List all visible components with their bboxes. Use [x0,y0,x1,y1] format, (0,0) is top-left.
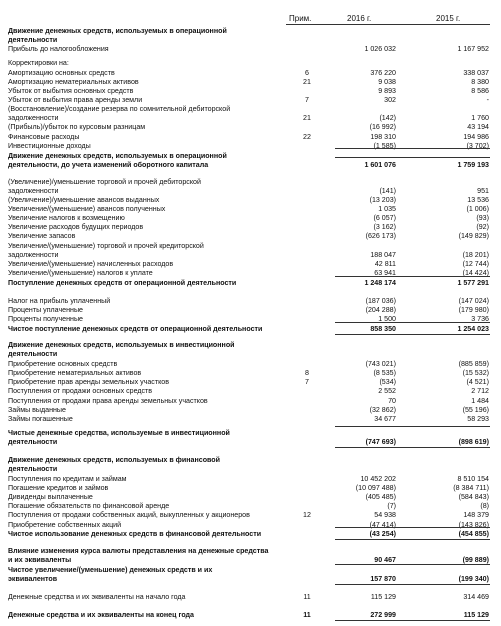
row-label: Поступления от продажи основных средств [8,387,153,395]
row-label: Дивиденды выплаченные [8,493,93,501]
row-value-2016: (10 097 488) [355,484,396,492]
row-label: (Восстановление)/создание резерва по сомнительной дебиторской [8,105,231,113]
row-label: Проценты уплаченные [8,306,83,314]
table-row [0,350,501,359]
row-label: Движение денежных средств, используемых в операционной [8,27,227,35]
row-value-2015: 8 510 154 [457,475,489,483]
row-label: задолженности [8,187,59,195]
table-row [0,387,501,396]
row-note: 7 [305,96,309,104]
table-row [0,611,501,620]
total-rule [335,157,490,158]
table-row [0,465,501,474]
table-row [0,114,501,123]
row-value-2015: 3 736 [471,315,489,323]
row-note: 11 [303,593,311,601]
header-2016: 2016 г. [347,14,372,23]
row-value-2015: (3 702) [466,142,489,150]
row-value-2015: 194 986 [463,133,489,141]
table-row [0,429,501,438]
table-row [0,456,501,465]
row-label: Увеличение/(уменьшение) начисленных расходов [8,260,174,268]
row-note: 12 [303,511,311,519]
row-label: Увеличение запасов [8,232,76,240]
total-rule [335,564,490,565]
row-value-2015: (55 196) [462,406,489,414]
row-value-2016: (43 254) [369,530,396,538]
row-label: Приобретение нематериальных активов [8,369,142,377]
row-label: Увеличение налогов к возмещению [8,214,125,222]
table-row [0,397,501,406]
row-value-2016: (47 414) [369,521,396,529]
table-row [0,406,501,415]
row-value-2016: (13 203) [369,196,396,204]
table-row [0,214,501,223]
row-value-2015: 58 293 [467,415,489,423]
row-label: Денежные средства и их эквиваленты на начало года [8,593,186,601]
row-value-2015: (584 843) [458,493,489,501]
row-value-2016: 9 038 [378,78,396,86]
row-label: Влияние изменения курса валюты представления на денежные средства [8,547,269,555]
row-label: задолженности [8,251,59,259]
row-note: 22 [303,133,311,141]
row-value-2015: 314 469 [463,593,489,601]
table-row [0,196,501,205]
row-value-2015: (4 521) [466,378,489,386]
row-label: Поступление денежных средств от операционной деятельности [8,279,237,287]
row-value-2015: (143 826) [458,521,489,529]
row-value-2016: 1 248 174 [364,279,396,287]
table-row [0,133,501,142]
row-value-2015: (885 859) [458,360,489,368]
row-value-2016: 1 026 032 [364,45,396,53]
row-value-2016: (187 036) [365,297,396,305]
row-label: Проценты полученные [8,315,83,323]
table-row [0,530,501,539]
row-value-2016: (1 585) [373,142,396,150]
table-row [0,223,501,232]
row-value-2016: (32 862) [369,406,396,414]
row-value-2016: 858 350 [370,325,396,333]
row-value-2016: (16 992) [369,123,396,131]
row-note: 7 [305,378,309,386]
row-label: Увеличение расходов будущих периодов [8,223,144,231]
row-value-2015: 1 577 291 [457,279,489,287]
row-label: Поступления от продажи права аренды земельных участков [8,397,208,405]
row-value-2015: (1 006) [466,205,489,213]
table-row [0,475,501,484]
row-label: Убыток от выбытия основных средств [8,87,134,95]
row-value-2016: (7) [387,502,396,510]
row-value-2015: (92) [476,223,489,231]
row-label: Увеличение/(уменьшение) налогов к уплате [8,269,153,277]
row-value-2015: 2 712 [471,387,489,395]
row-value-2016: (142) [379,114,396,122]
table-row [0,325,501,334]
row-value-2015: (147 024) [458,297,489,305]
row-value-2016: 198 310 [370,133,396,141]
row-value-2015: 1 167 952 [457,45,489,53]
row-value-2015: 115 129 [463,611,489,619]
row-value-2015: 148 379 [463,511,489,519]
row-value-2016: 188 047 [370,251,396,259]
row-label: и их эквиваленты [8,556,72,564]
row-value-2015: (18 201) [462,251,489,259]
row-value-2016: (8 535) [373,369,396,377]
row-label: Амортизацию нематериальных активов [8,78,139,86]
row-label: эквивалентов [8,575,58,583]
row-label: (Увеличение)/уменьшение торговой и прочей дебиторской [8,178,201,186]
row-label: Амортизацию основных средств [8,69,115,77]
row-label: Поступления по кредитам и займам [8,475,127,483]
row-label: Погашение обязательств по финансовой аренде [8,502,170,510]
row-note: 21 [303,114,311,122]
row-value-2016: (3 162) [373,223,396,231]
row-value-2015: 1 254 023 [457,325,489,333]
table-row [0,96,501,105]
header-divider [286,24,490,25]
table-row [0,205,501,214]
row-note: 21 [303,78,311,86]
total-rule [335,148,490,149]
row-value-2016: 10 452 202 [360,475,396,483]
row-value-2015: (14 424) [462,269,489,277]
row-label: Чистое использование денежных средств в финансовой деятельности [8,530,262,538]
row-label: Инвестиционные доходы [8,142,91,150]
row-label: Движение денежных средств, используемых в финансовой [8,456,220,464]
table-row [0,415,501,424]
row-value-2016: 42 811 [374,260,396,268]
table-row [0,378,501,387]
row-value-2016: 34 677 [374,415,396,423]
row-value-2016: 63 941 [374,269,396,277]
row-value-2016: 302 [384,96,396,104]
row-label: Чистое поступление денежных средств от операционной деятельности [8,325,263,333]
row-value-2015: 1 759 193 [457,161,489,169]
table-row [0,493,501,502]
table-row [0,45,501,54]
row-note: 6 [305,69,309,77]
row-value-2016: (743 021) [365,360,396,368]
row-value-2015: (454 855) [458,530,489,538]
table-row [0,123,501,132]
row-value-2015: (15 532) [462,369,489,377]
table-row [0,306,501,315]
row-value-2015: (898 619) [458,438,489,446]
row-value-2016: 9 893 [378,87,396,95]
row-value-2016: (747 693) [365,438,396,446]
table-row [0,341,501,350]
row-value-2015: 951 [477,187,489,195]
table-row [0,178,501,187]
row-label: (Увеличение)/уменьшение авансов выданных [8,196,160,204]
table-row [0,187,501,196]
row-label: Чистые денежные средства, используемые в инвестиционной [8,429,230,437]
row-value-2016: 115 129 [370,593,396,601]
total-rule [335,334,490,335]
table-row [0,511,501,520]
header-note: Прим. [289,14,312,23]
row-value-2016: 2 552 [378,387,396,395]
row-value-2016: (204 288) [365,306,396,314]
table-row [0,161,501,170]
row-value-2015: (199 340) [458,575,489,583]
row-label: Приобретение основных средств [8,360,118,368]
table-row [0,27,501,36]
row-label: Убыток от выбытия права аренды земли [8,96,143,104]
table-row [0,59,501,68]
row-value-2016: 1 500 [378,315,396,323]
row-label: Корректировки на: [8,59,69,67]
table-row [0,78,501,87]
row-value-2015: (179 980) [458,306,489,314]
row-value-2015: (99 889) [462,556,489,564]
row-label: Увеличение/(уменьшение) торговой и прочей кредиторской [8,242,204,250]
row-value-2016: 272 999 [370,611,396,619]
total-rule [335,539,490,540]
row-value-2015: - [486,96,489,104]
row-label: Денежные средства и их эквиваленты на конец года [8,611,195,619]
row-value-2016: (534) [379,378,396,386]
row-value-2016: (626 173) [365,232,396,240]
row-value-2016: 1 601 076 [364,161,396,169]
row-value-2015: (12 744) [462,260,489,268]
total-rule [335,620,490,621]
table-row [0,87,501,96]
row-label: Увеличение/(уменьшение) авансов полученных [8,205,166,213]
row-note: 11 [303,611,311,619]
row-label: деятельности, до учета изменений оборотного капитала [8,161,209,169]
row-label: Займы выданные [8,406,66,414]
total-rule [335,426,490,427]
row-value-2016: (405 485) [365,493,396,501]
row-value-2015: 43 194 [467,123,489,131]
header-2015: 2015 г. [436,14,461,23]
table-row [0,502,501,511]
row-note: 8 [305,369,309,377]
table-row [0,251,501,260]
row-value-2015: 8 586 [471,87,489,95]
table-row [0,593,501,602]
total-rule [335,322,490,323]
row-value-2016: 90 467 [374,556,396,564]
row-value-2016: 70 [388,397,396,405]
table-row [0,369,501,378]
table-row [0,575,501,584]
row-label: Налог на прибыль уплаченный [8,297,111,305]
table-row [0,566,501,575]
row-value-2015: 1 760 [471,114,489,122]
table-row [0,279,501,288]
table-row [0,69,501,78]
row-value-2016: 157 870 [370,575,396,583]
table-row [0,438,501,447]
row-label: деятельности [8,36,58,44]
row-label: Прибыль до налогообложения [8,45,109,53]
row-value-2016: 376 220 [370,69,396,77]
total-rule [335,584,490,585]
row-value-2015: (93) [476,214,489,222]
row-label: Финансовые расходы [8,133,80,141]
row-value-2015: 8 380 [471,78,489,86]
row-label: Погашение кредитов и займов [8,484,109,492]
table-row [0,547,501,556]
row-value-2016: 54 938 [374,511,396,519]
total-rule [335,447,490,448]
row-value-2015: (8 384 711) [453,484,489,492]
row-label: Движение денежных средств, используемых в инвестиционной [8,341,235,349]
table-row [0,142,501,151]
row-label: Чистое увеличение/(уменьшение) денежных средств и их [8,566,213,574]
row-label: Поступления от продажи собственных акций, выкупленных у акционеров [8,511,250,519]
row-label: (Прибыль)/убыток по курсовым разницам [8,123,146,131]
row-label: деятельности [8,350,58,358]
table-row [0,232,501,241]
row-value-2016: 1 035 [378,205,396,213]
row-value-2016: (6 057) [373,214,396,222]
total-rule [335,527,490,528]
row-label: Приобретение собственных акций [8,521,122,529]
table-row [0,105,501,114]
row-label: Приобретение прав аренды земельных участков [8,378,169,386]
row-value-2015: 13 536 [467,196,489,204]
table-row [0,297,501,306]
row-value-2015: 338 037 [463,69,489,77]
table-row [0,521,501,530]
table-row [0,484,501,493]
row-value-2015: (8) [480,502,489,510]
row-label: Движение денежных средств, используемых в операционной [8,152,227,160]
row-value-2015: (149 829) [458,232,489,240]
total-rule [335,276,490,277]
table-row [0,360,501,369]
table-row [0,242,501,251]
row-value-2015: 1 484 [471,397,489,405]
row-label: задолженности [8,114,59,122]
row-label: Займы погашенные [8,415,73,423]
table-row [0,36,501,45]
row-label: деятельности [8,438,58,446]
table-row [0,260,501,269]
row-value-2016: (141) [379,187,396,195]
row-label: деятельности [8,465,58,473]
